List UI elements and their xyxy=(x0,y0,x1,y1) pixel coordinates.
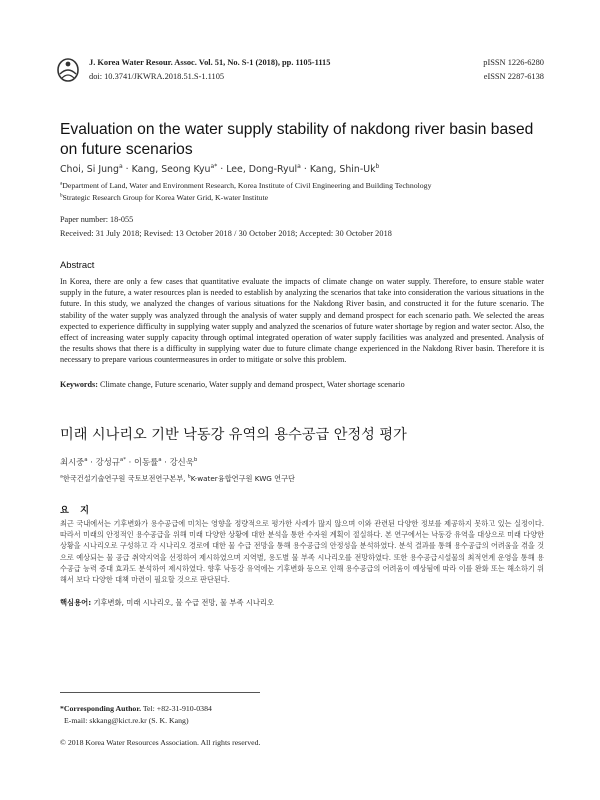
author-name: 최시중 xyxy=(60,457,85,467)
author-list-english xyxy=(60,164,379,175)
author-mark: a xyxy=(297,162,301,170)
journal-citation: J. Korea Water Resour. Assoc. Vol. 51, No. S-1 (2018), pp. 1105-1115 xyxy=(89,58,331,67)
author-name: 이동률 xyxy=(133,457,159,467)
paper-number: Paper number: 18-055 xyxy=(60,215,134,224)
keywords-label: Keywords: xyxy=(60,380,98,389)
author-name: 강성규 xyxy=(95,457,120,467)
keywords-english xyxy=(60,380,544,389)
author-mark: a xyxy=(158,457,162,464)
author-name: 강신욱 xyxy=(169,457,194,467)
summary-text: 최근 국내에서는 기후변화가 용수공급에 미치는 영향을 정량적으로 평가한 사례가 많지 않으며 이와 관련된 다양한 정보를 제공하지 못하고 있는 실정이다. 따라서 미래의 안정적인 용수공급을 위해 미래 다양한 상황에 대한 분석을 통한 수자원 계획이 절실하다. 본 연구에서는 낙동강 유역을 대상으로 미래 다양한 상황을 시나리오로 구성하고 각 시나리오 경로에 대한 물 수급 전망을 통해 용수공급의 안정성을 분석하였다. 분석 결과를 통해 용수공급의 어려움을 겪을 것으로 예상되는 물 공급 취약지역을 선정하여 제시하였으며 지역별, 용도별 물 부족 시나리오를 전망하였다. 또한 용수공급시설물의 최적연계 운영을 통해 용수공급 능력 증대 효과도 분석하여 제시하였다. 향후 낙동강 유역에는 기후변화 등으로 인해 용수공급의 어려움이 예상됨에 따라 이를 완화 또는 해소하기 위해서 보다 다양한 대책 마련이 필요할 것으로 판단된다. xyxy=(60,519,544,585)
pissn: pISSN 1226-6280 xyxy=(483,58,544,67)
corresponding-author xyxy=(60,704,212,713)
author-name: Lee, Dong-Ryul xyxy=(226,164,298,175)
keywords-korean xyxy=(60,598,274,608)
author-separator: · xyxy=(217,164,227,175)
author-name: Choi, Si Jung xyxy=(60,164,119,175)
paper-title-english: Evaluation on the water supply stability of nakdong river basin based on future scenarios xyxy=(60,121,534,158)
author-separator: · xyxy=(125,457,134,467)
affiliation-mark: a xyxy=(60,180,63,187)
summary-heading: 요 지 xyxy=(60,505,93,516)
corresponding-tel: Tel: +82-31-910-0384 xyxy=(141,704,212,713)
author-mark: a xyxy=(84,457,88,464)
keywords-text: 기후변화, 미래 시나리오, 물 수급 전망, 물 부족 시나리오 xyxy=(91,598,275,607)
abstract-text: In Korea, there are only a few cases that quantitative evaluate the impacts of climate change on water supply. Therefore, to ensure stable water supply in the future, a water resources plan is needed to establish by analyzing the scenarios that take into consideration the various situations in the future. In this study, we analyzed the changes of various situations for the Nakdong River basin, and constructed it for the future scenario. The stability of the water supply was analyzed through the analysis of water supply and demand prospect for each scenario path. We selected the areas expected to experience difficulty in supplying water supply and analyzed the scenarios of future water shortage by region and water sector. Also, the effect of increasing water supply capacity through optimal integrated operation of water supply facilities was analyzed and presented. Analysis of the results shows that there is a difficulty in supplying water due to future climate change experienced in the Nakdong River basin. Therefore it is necessary to prepare various countermeasures in order to mitigate or solve this problem. xyxy=(60,277,544,365)
abstract-heading: Abstract xyxy=(60,259,95,270)
author-name: Kang, Seong Kyu xyxy=(131,164,211,175)
journal-logo-icon xyxy=(56,56,80,84)
affiliation-a xyxy=(60,181,431,190)
author-list-korean xyxy=(60,456,197,468)
author-separator: · xyxy=(87,457,96,467)
footnote-divider xyxy=(60,692,260,693)
submission-dates: Received: 31 July 2018; Revised: 13 October 2018 / 30 October 2018; Accepted: 30 October 2018 xyxy=(60,229,392,238)
corresponding-email[interactable]: E-mail: skkang@kict.re.kr (S. K. Kang) xyxy=(64,716,189,725)
keywords-text: Climate change, Future scenario, Water supply and demand prospect, Water shortage scenario xyxy=(99,380,405,389)
affiliation-korean xyxy=(60,474,295,484)
author-mark: a xyxy=(118,162,123,170)
affiliation-mark: a xyxy=(60,474,63,480)
author-separator: · xyxy=(122,164,132,175)
affiliation-b xyxy=(60,193,268,202)
paper-title-korean: 미래 시나리오 기반 낙동강 유역의 용수공급 안정성 평가 xyxy=(60,427,407,443)
author-separator: · xyxy=(300,164,310,175)
corresponding-label: *Corresponding Author. xyxy=(60,704,142,713)
author-separator: · xyxy=(161,457,170,467)
author-mark: b xyxy=(193,457,198,464)
author-name: Kang, Shin-Uk xyxy=(309,164,376,175)
affiliation-text: 한국건설기술연구원 국토보전연구본부, xyxy=(62,474,188,483)
affiliation-mark: b xyxy=(60,192,63,199)
eissn: eISSN 2287-6138 xyxy=(483,72,544,81)
affiliation-text: K-water융합연구원 KWG 연구단 xyxy=(190,474,295,483)
author-mark: b xyxy=(375,162,380,170)
affiliation-text: Strategic Research Group for Korea Water Grid, K-water Institute xyxy=(62,193,269,202)
keywords-label: 핵심용어: xyxy=(60,598,92,607)
copyright: © 2018 Korea Water Resources Association. All rights reserved. xyxy=(60,738,261,747)
author-mark: a* xyxy=(119,457,126,464)
affiliation-text: Department of Land, Water and Environment Research, Korea Institute of Civil Engineering and Building Technology xyxy=(62,181,432,190)
author-mark: a* xyxy=(210,162,218,170)
doi[interactable]: doi: 10.3741/JKWRA.2018.51.S-1.1105 xyxy=(89,72,225,81)
affiliation-mark: b xyxy=(187,474,191,480)
